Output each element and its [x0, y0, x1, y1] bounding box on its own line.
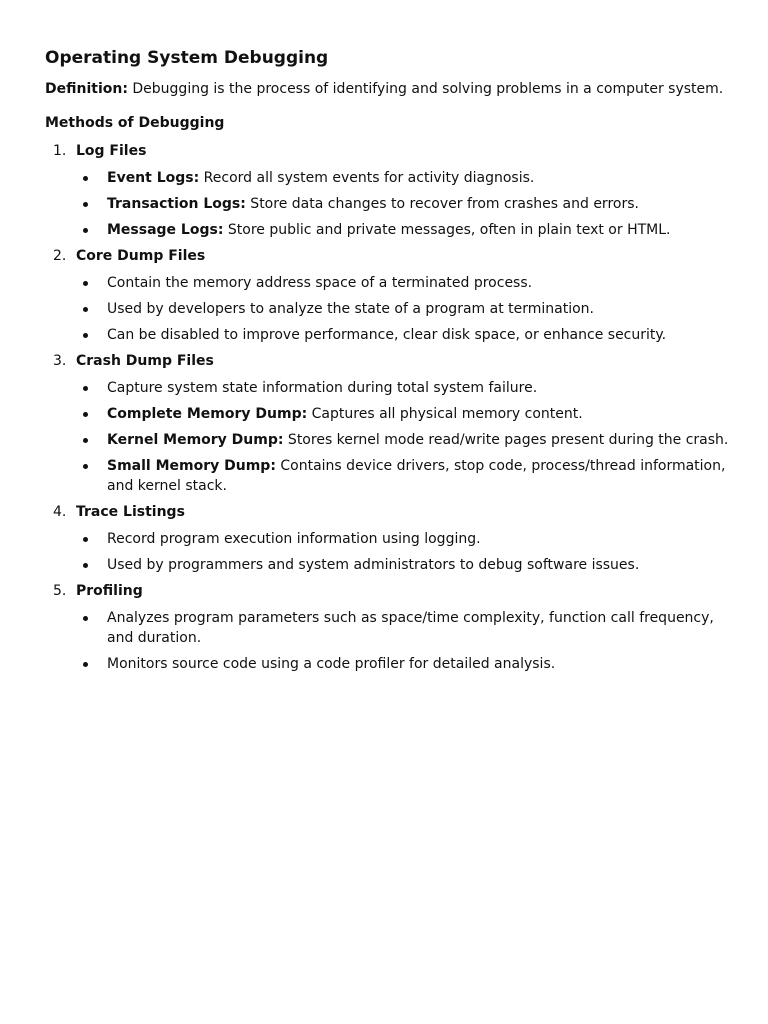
list-item [76, 608, 738, 648]
point-text: Analyzes program parameters such as space/time complexity, function call frequency, and duration. [107, 610, 714, 646]
bullet-icon [83, 228, 88, 233]
bullet-icon [83, 537, 88, 542]
point-text: Store public and private messages, often in plain text or HTML. [223, 222, 671, 238]
list-item [76, 529, 738, 549]
method-title: Profiling [76, 583, 143, 599]
list-item [76, 456, 738, 496]
point-text: Used by programmers and system administrators to debug software issues. [107, 557, 640, 573]
point-term: Kernel Memory Dump: [107, 432, 284, 448]
list-item [76, 273, 738, 293]
list-item [76, 299, 738, 319]
list-item [76, 654, 738, 674]
point-term: Transaction Logs: [107, 196, 246, 212]
method-title: Trace Listings [76, 504, 185, 520]
point-text: Stores kernel mode read/write pages present during the crash. [283, 432, 729, 448]
point-term: Event Logs: [107, 170, 200, 186]
point-term: Small Memory Dump: [107, 458, 276, 474]
method-number: 3. [53, 353, 67, 369]
method-points-list [76, 378, 738, 496]
method-item [45, 503, 738, 575]
list-item [76, 168, 738, 188]
method-number: 1. [53, 143, 67, 159]
definition-label: Definition: [45, 81, 128, 97]
bullet-icon [83, 176, 88, 181]
list-item [76, 430, 738, 450]
method-item [45, 247, 738, 345]
method-item [45, 142, 738, 240]
method-title: Core Dump Files [76, 248, 206, 264]
bullet-icon [83, 333, 88, 338]
bullet-icon [83, 464, 88, 469]
bullet-icon [83, 202, 88, 207]
list-item [76, 404, 738, 424]
list-item [76, 325, 738, 345]
point-term: Complete Memory Dump: [107, 406, 308, 422]
method-number: 2. [53, 248, 67, 264]
methods-heading: Methods of Debugging [45, 115, 225, 131]
point-text: Record all system events for activity diagnosis. [199, 170, 535, 186]
method-number: 4. [53, 504, 67, 520]
method-title: Log Files [76, 143, 147, 159]
list-item [76, 378, 738, 398]
method-points-list [76, 529, 738, 575]
bullet-icon [83, 307, 88, 312]
bullet-icon [83, 412, 88, 417]
method-number: 5. [53, 583, 67, 599]
point-text: Record program execution information using logging. [107, 531, 481, 547]
method-points-list [76, 608, 738, 674]
methods-list [45, 142, 738, 674]
point-text: Capture system state information during total system failure. [107, 380, 538, 396]
list-item [76, 555, 738, 575]
point-text: Contain the memory address space of a terminated process. [107, 275, 533, 291]
point-text: Used by developers to analyze the state of a program at termination. [107, 301, 594, 317]
point-text: Can be disabled to improve performance, clear disk space, or enhance security. [107, 327, 667, 343]
page-title: Operating System Debugging [45, 48, 329, 68]
definition-text: Debugging is the process of identifying and solving problems in a computer system. [127, 81, 724, 97]
point-term: Message Logs: [107, 222, 224, 238]
bullet-icon [83, 386, 88, 391]
list-item [76, 194, 738, 214]
point-text: Store data changes to recover from crashes and errors. [245, 196, 639, 212]
list-item [76, 220, 738, 240]
method-item [45, 352, 738, 496]
method-title: Crash Dump Files [76, 353, 214, 369]
bullet-icon [83, 281, 88, 286]
bullet-icon [83, 616, 88, 621]
method-item [45, 582, 738, 674]
bullet-icon [83, 662, 88, 667]
definition-paragraph [45, 80, 738, 98]
bullet-icon [83, 438, 88, 443]
method-points-list [76, 273, 738, 345]
point-text: Monitors source code using a code profiler for detailed analysis. [107, 656, 556, 672]
point-text: Contains device drivers, stop code, process/thread information, and kernel stack. [107, 458, 726, 494]
method-points-list [76, 168, 738, 240]
bullet-icon [83, 563, 88, 568]
point-text: Captures all physical memory content. [307, 406, 583, 422]
